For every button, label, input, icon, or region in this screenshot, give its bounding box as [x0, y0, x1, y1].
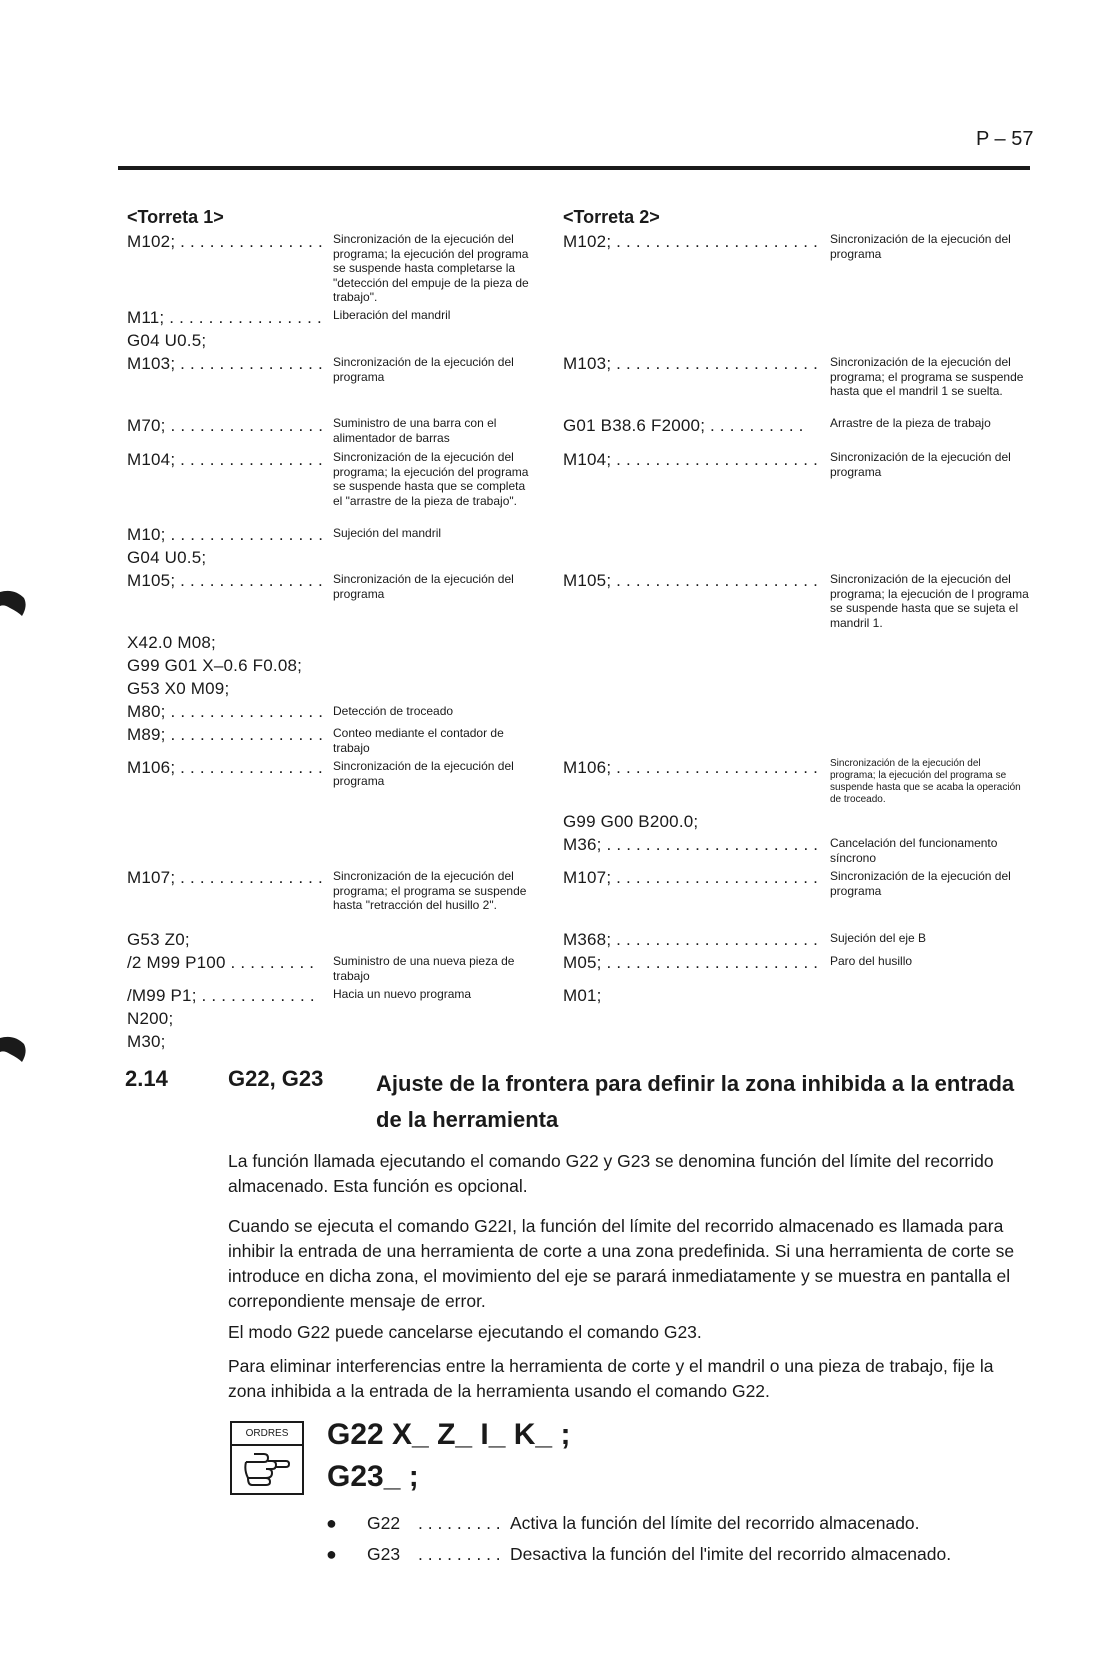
t2-code-11: M05; . . . . . . . . . . . . . . . . . . . . . .: [563, 953, 819, 972]
bullet-code-1: G22: [367, 1513, 401, 1533]
t1-code-21: M30;: [127, 1032, 166, 1051]
t1-note-1: Sincronización de la ejecución del programa; la ejecución del programa se suspende hasta completarse la "detección del empuje de la pieza de trabajo".: [333, 232, 529, 304]
paragraph-2: Cuando se ejecuta el comando G22I, la función del límite del recorrido almacenado es llamada para inhibir la entrada de una herramienta de corte a una zona predefinida. Si una herramienta de corte se introduce en dicha zona, el movimiento del eje se parará inmediatamente y se muestra en pantalla el correpondiente mensaje de error.: [228, 1216, 1015, 1311]
t2-note-1: Sincronización de la ejecución del programa: [830, 232, 1011, 261]
pointing-hand-icon: [242, 1448, 292, 1488]
t2-note-6: Sincronización de la ejecución del programa; la ejecución del programa se suspende hasta que se acaba la operación de troceado.: [830, 758, 1021, 805]
t1-code-19: /M99 P1; . . . . . . . . . . . .: [127, 986, 315, 1005]
t2-note-5: Sincronización de la ejecución del programa; la ejecución de l programa se suspende hasta que se sujeta el mandril 1.: [830, 572, 1029, 630]
turret1-heading: <Torreta 1>: [127, 207, 224, 227]
section-number: 2.14: [125, 1066, 168, 1091]
bullet-code-2: G23: [367, 1544, 401, 1564]
paragraph-4: Para eliminar interferencias entre la herramienta de corte y el mandril o una pieza de trabajo, fije la zona inhibida a la entrada de la herramienta usando el comando G22.: [228, 1356, 994, 1401]
t2-code-7: G99 G00 B200.0;: [563, 812, 699, 831]
t1-note-16: Sincronización de la ejecución del programa; el programa se suspende hasta "retracción del husillo 2".: [333, 869, 527, 912]
t2-code-1: M102; . . . . . . . . . . . . . . . . . . . . .: [563, 232, 819, 251]
t1-code-4: M103; . . . . . . . . . . . . . . .: [127, 354, 323, 373]
t1-code-7: M10; . . . . . . . . . . . . . . . .: [127, 525, 324, 544]
t1-code-16: M107; . . . . . . . . . . . . . . .: [127, 868, 323, 887]
t2-code-12: M01;: [563, 986, 602, 1005]
t1-code-15: M106; . . . . . . . . . . . . . . .: [127, 758, 323, 777]
bullet-dots-1: . . . . . . . . .: [418, 1513, 501, 1533]
t1-code-9: M105; . . . . . . . . . . . . . . .: [127, 571, 323, 590]
t1-code-17: G53 Z0;: [127, 930, 190, 949]
bullet-dot-1: ●: [326, 1513, 337, 1533]
t1-note-13: Detección de troceado: [333, 704, 454, 718]
bullet-text-2: Desactiva la función del l'imite del recorrido almacenado.: [510, 1544, 952, 1564]
t1-note-5: Suministro de una barra con el alimentador de barras: [333, 416, 497, 445]
syntax-g23: G23_ ;: [327, 1460, 419, 1493]
t1-note-18: Suministro de una nueva pieza de trabajo: [333, 954, 515, 983]
t2-code-5: M105; . . . . . . . . . . . . . . . . . . . . .: [563, 571, 819, 590]
orders-label: ORDRES: [232, 1423, 302, 1446]
section-codes: G22, G23: [228, 1066, 324, 1091]
t1-code-3: G04 U0.5;: [127, 331, 207, 350]
t2-note-4: Sincronización de la ejecución del programa: [830, 450, 1011, 479]
t1-code-10: X42.0 M08;: [127, 633, 216, 652]
bullet-text-1: Activa la función del límite del recorrido almacenado.: [510, 1513, 920, 1533]
t1-code-18: /2 M99 P100 . . . . . . . . .: [127, 953, 315, 972]
orders-box: [230, 1421, 304, 1495]
syntax-g22: G22 X_ Z_ I_ K_ ;: [327, 1418, 571, 1451]
header-rule: [118, 166, 1030, 170]
t2-note-10: Sujeción del eje B: [830, 931, 927, 945]
page-number: P – 57: [976, 128, 1034, 150]
t2-code-4: M104; . . . . . . . . . . . . . . . . . . . . .: [563, 450, 819, 469]
t1-note-7: Sujeción del mandril: [333, 526, 442, 540]
t1-note-2: Liberación del mandril: [333, 308, 451, 322]
paragraph-1: La función llamada ejecutando el comando G22 y G23 se denomina función del límite del recorrido almacenado. Esta función es opcional.: [228, 1151, 994, 1196]
t2-note-9: Sincronización de la ejecución del programa: [830, 869, 1011, 898]
t1-code-8: G04 U0.5;: [127, 548, 207, 567]
t1-code-20: N200;: [127, 1009, 174, 1028]
scan-mark-lower: [0, 1034, 28, 1068]
t1-code-6: M104; . . . . . . . . . . . . . . .: [127, 450, 323, 469]
t2-note-11: Paro del husillo: [830, 954, 913, 968]
bullet-dot-2: ●: [326, 1544, 337, 1564]
t2-code-2: M103; . . . . . . . . . . . . . . . . . . . . .: [563, 354, 819, 373]
t2-code-8: M36; . . . . . . . . . . . . . . . . . . . . . .: [563, 835, 819, 854]
t2-code-6: M106; . . . . . . . . . . . . . . . . . . . . .: [563, 758, 819, 777]
t1-note-6: Sincronización de la ejecución del programa; la ejecución del programa se suspende hasta que se completa el "arrastre de la pieza de trabajo".: [333, 450, 529, 508]
t1-code-12: G53 X0 M09;: [127, 679, 230, 698]
t2-note-2: Sincronización de la ejecución del programa; el programa se suspende hasta que el mandril 1 se suelta.: [830, 355, 1024, 398]
t1-code-11: G99 G01 X–0.6 F0.08;: [127, 656, 303, 675]
t1-note-4: Sincronización de la ejecución del programa: [333, 355, 514, 384]
t1-code-5: M70; . . . . . . . . . . . . . . . .: [127, 416, 324, 435]
t1-code-1: M102; . . . . . . . . . . . . . . .: [127, 232, 323, 251]
bullet-dots-2: . . . . . . . . .: [418, 1544, 501, 1564]
t2-note-8: Cancelación del funcionamento síncrono: [830, 836, 998, 865]
t2-code-3: G01 B38.6 F2000; . . . . . . . . . .: [563, 416, 804, 435]
turret2-heading: <Torreta 2>: [563, 207, 660, 227]
t1-note-14: Conteo mediante el contador de trabajo: [333, 726, 504, 755]
t1-code-13: M80; . . . . . . . . . . . . . . . .: [127, 702, 324, 721]
t1-note-15: Sincronización de la ejecución del programa: [333, 759, 514, 788]
scan-mark-upper: [0, 588, 28, 622]
t1-code-14: M89; . . . . . . . . . . . . . . . .: [127, 725, 324, 744]
paragraph-3: El modo G22 puede cancelarse ejecutando el comando G23.: [228, 1322, 702, 1342]
t1-note-19: Hacia un nuevo programa: [333, 987, 472, 1001]
t1-note-9: Sincronización de la ejecución del programa: [333, 572, 514, 601]
t1-code-2: M11; . . . . . . . . . . . . . . . .: [127, 308, 322, 327]
t2-code-10: M368; . . . . . . . . . . . . . . . . . . . . .: [563, 930, 819, 949]
t2-note-3: Arrastre de la pieza de trabajo: [830, 416, 991, 430]
t2-code-9: M107; . . . . . . . . . . . . . . . . . . . . .: [563, 868, 819, 887]
section-title: Ajuste de la frontera para definir la zona inhibida a la entrada de la herramienta: [376, 1071, 1015, 1132]
